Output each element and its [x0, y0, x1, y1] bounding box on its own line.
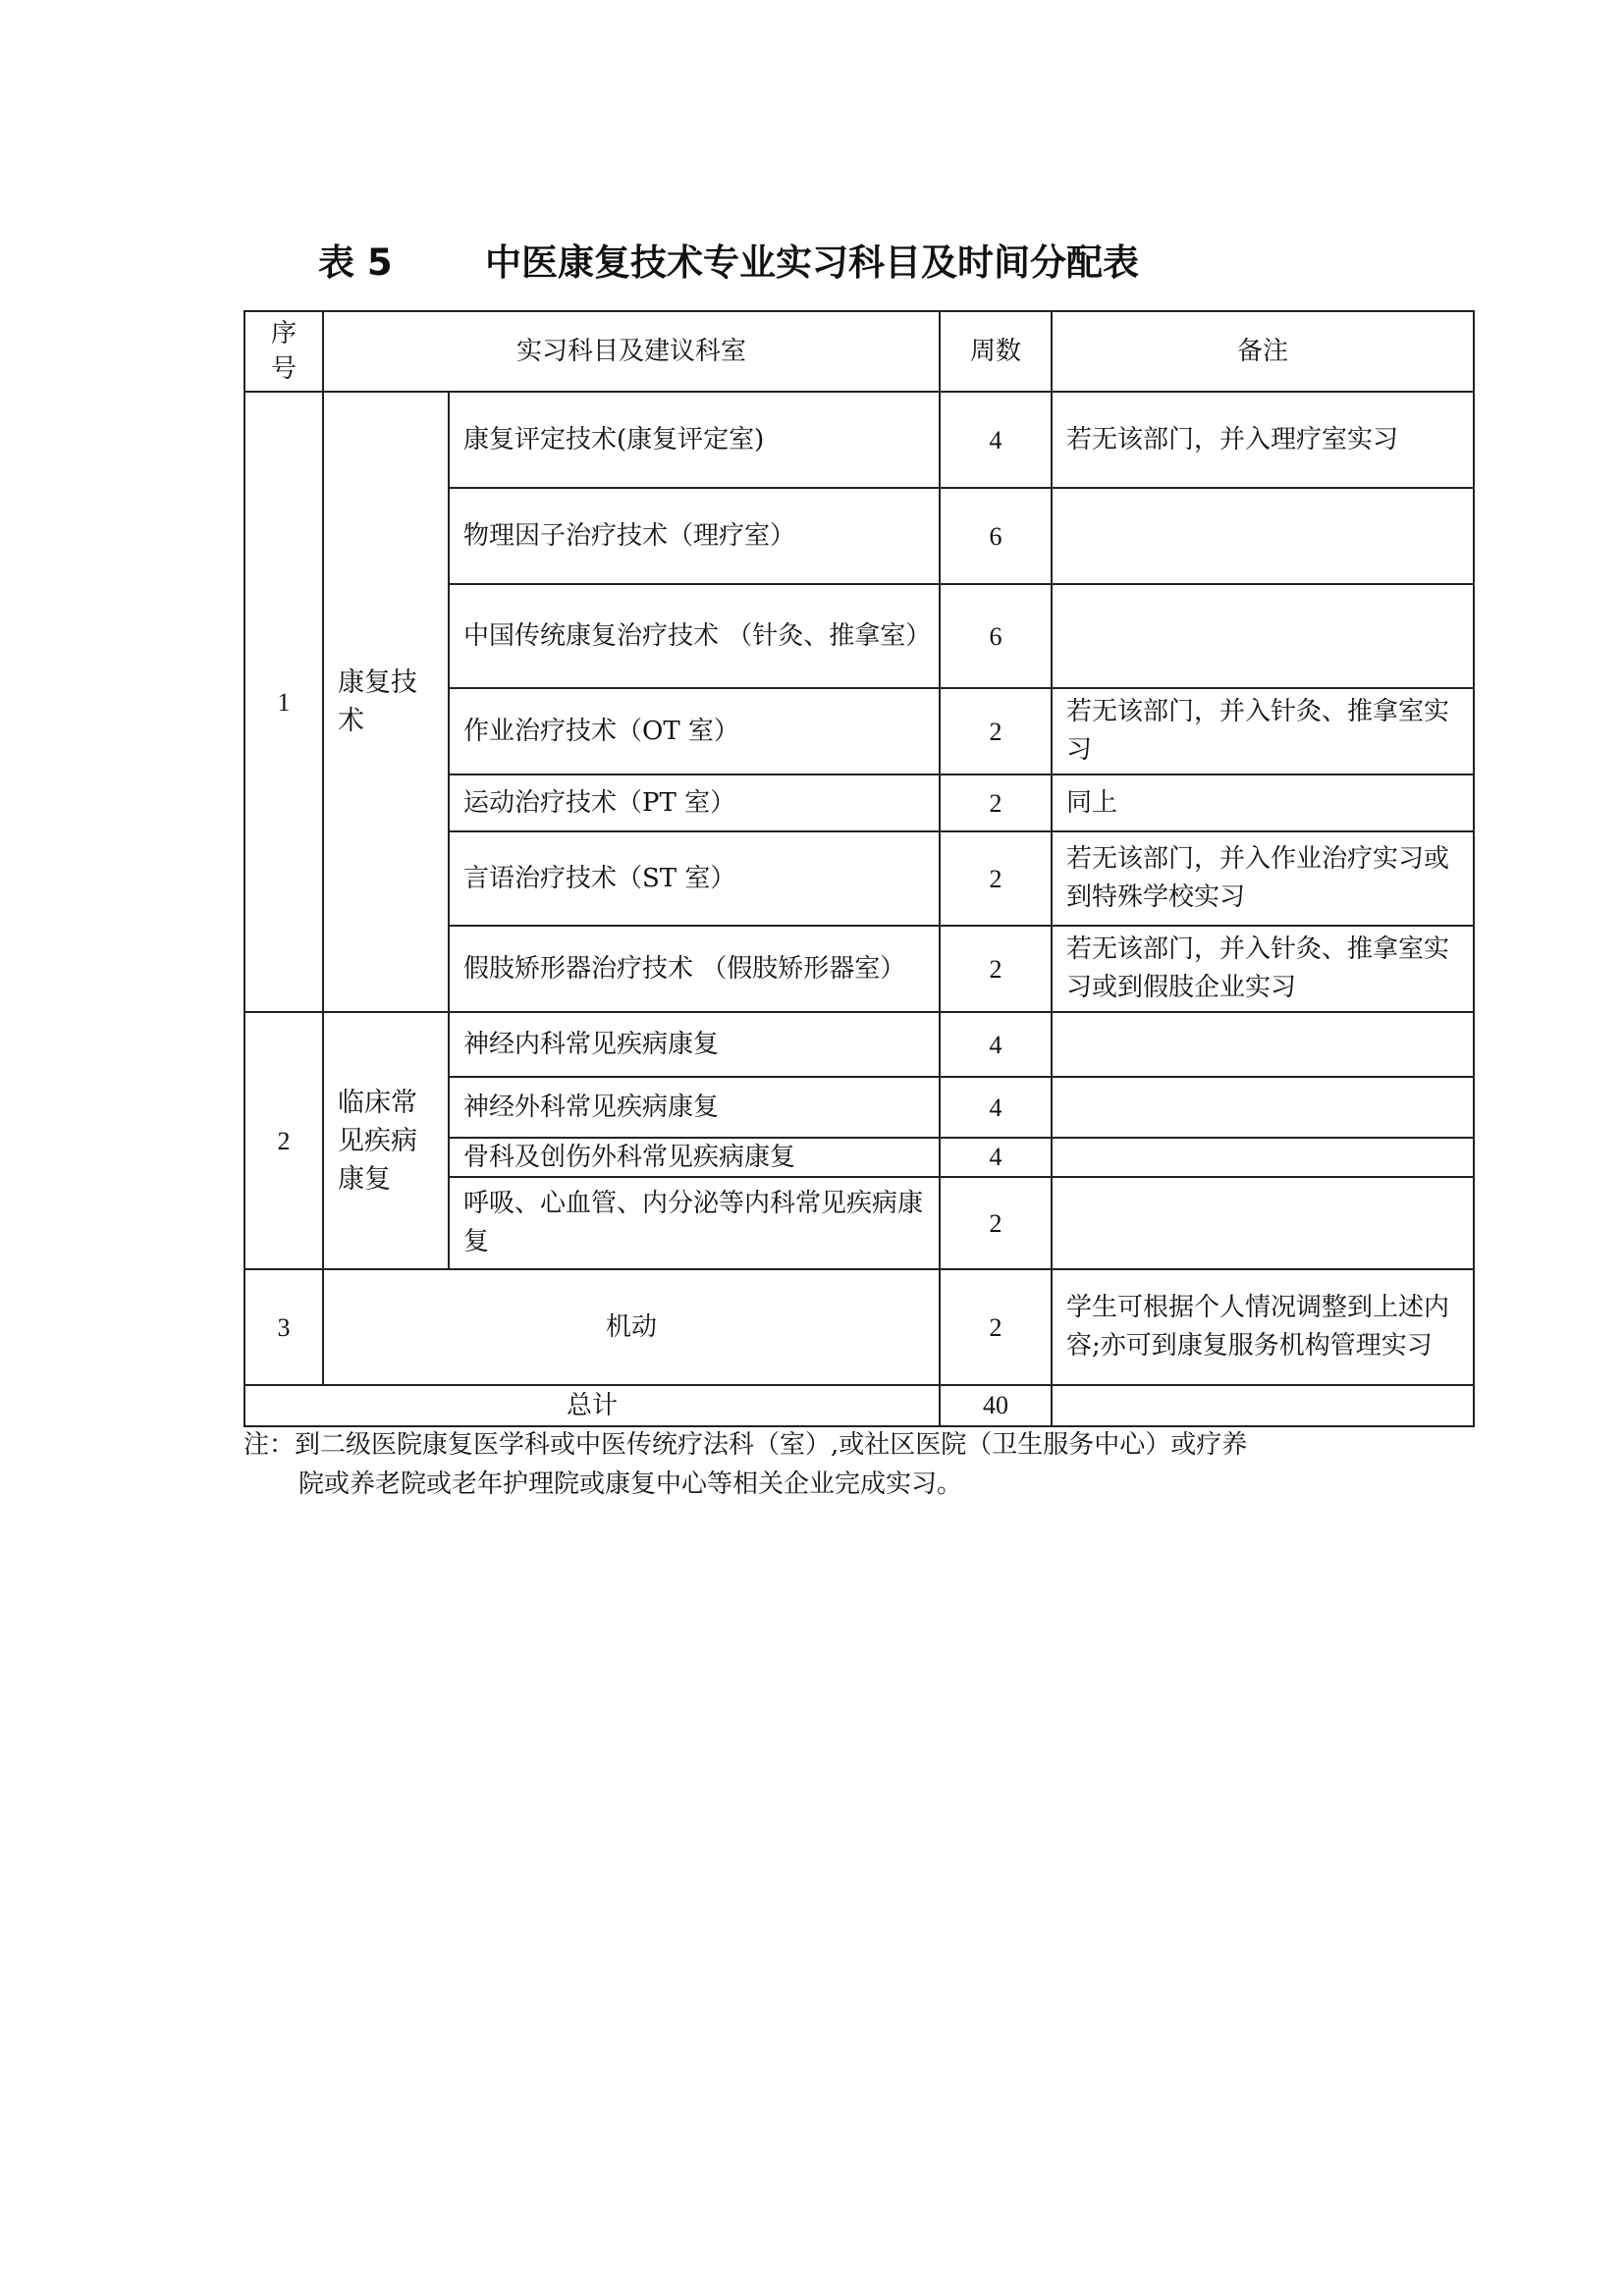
- weeks-cell: 2: [940, 774, 1052, 831]
- remark-cell: [1052, 1138, 1474, 1177]
- remark-cell: [1052, 1077, 1474, 1138]
- weeks-cell: 2: [940, 1177, 1052, 1269]
- remark-cell: 学生可根据个人情况调整到上述内容;亦可到康复服务机构管理实习: [1052, 1269, 1474, 1385]
- remark-cell: 若无该部门，并入作业治疗实习或到特殊学校实习: [1052, 831, 1474, 926]
- subject-cell: 康复评定技术(康复评定室): [449, 392, 940, 488]
- table-row: [244, 392, 1474, 488]
- group-category: 康复技术: [323, 392, 449, 1012]
- table-title: [318, 234, 1139, 293]
- remark-cell: 若无该部门，并入针灸、推拿室实习或到假肢企业实习: [1052, 926, 1474, 1012]
- weeks-cell: 4: [940, 392, 1052, 488]
- total-remark: [1052, 1385, 1474, 1426]
- subject-cell: 假肢矫形器治疗技术 （假肢矫形器室）: [449, 926, 940, 1012]
- footnote: [244, 1425, 1481, 1504]
- total-weeks: 40: [940, 1385, 1052, 1426]
- header-weeks: 周数: [940, 311, 1052, 392]
- weeks-cell: 2: [940, 926, 1052, 1012]
- subject-cell: 神经内科常见疾病康复: [449, 1012, 940, 1077]
- remark-cell: [1052, 488, 1474, 584]
- remark-cell: [1052, 584, 1474, 688]
- subject-cell: 呼吸、心血管、内分泌等内科常见疾病康复: [449, 1177, 940, 1269]
- table-caption: 中医康复技术专业实习科目及时间分配表: [485, 241, 1139, 284]
- weeks-cell: 2: [940, 688, 1052, 774]
- group-seq: 3: [244, 1269, 323, 1385]
- weeks-cell: 4: [940, 1077, 1052, 1138]
- weeks-cell: 4: [940, 1138, 1052, 1177]
- subject-cell: 骨科及创伤外科常见疾病康复: [449, 1138, 940, 1177]
- subject-cell: 运动治疗技术（PT 室）: [449, 774, 940, 831]
- header-seq: 序号: [244, 311, 323, 392]
- remark-cell: [1052, 1177, 1474, 1269]
- header-remark: 备注: [1052, 311, 1474, 392]
- weeks-cell: 4: [940, 1012, 1052, 1077]
- internship-table: [244, 310, 1475, 1427]
- subject-cell: 神经外科常见疾病康复: [449, 1077, 940, 1138]
- subject-cell: 物理因子治疗技术（理疗室）: [449, 488, 940, 584]
- subject-cell: 言语治疗技术（ST 室）: [449, 831, 940, 926]
- table-number: 表 5: [318, 241, 393, 284]
- subject-cell: 作业治疗技术（OT 室）: [449, 688, 940, 774]
- remark-cell: 若无该部门，并入针灸、推拿室实习: [1052, 688, 1474, 774]
- header-subject: 实习科目及建议科室: [323, 311, 940, 392]
- table-row: [244, 1012, 1474, 1077]
- subject-cell: 机动: [323, 1269, 940, 1385]
- footnote-line-1: 注：到二级医院康复医学科或中医传统疗法科（室）,或社区医院（卫生服务中心）或疗养: [244, 1430, 1248, 1460]
- weeks-cell: 6: [940, 584, 1052, 688]
- remark-cell: [1052, 1012, 1474, 1077]
- header-row: [244, 311, 1474, 392]
- table-row: [244, 1269, 1474, 1385]
- footnote-line-2: 院或养老院或老年护理院或康复中心等相关企业完成实习。: [298, 1469, 963, 1499]
- remark-cell: 同上: [1052, 774, 1474, 831]
- total-row: [244, 1385, 1474, 1426]
- weeks-cell: 2: [940, 831, 1052, 926]
- subject-cell: 中国传统康复治疗技术 （针灸、推拿室）: [449, 584, 940, 688]
- weeks-cell: 2: [940, 1269, 1052, 1385]
- group-category: 临床常见疾病康复: [323, 1012, 449, 1269]
- group-seq: 2: [244, 1012, 323, 1269]
- weeks-cell: 6: [940, 488, 1052, 584]
- remark-cell: 若无该部门，并入理疗室实习: [1052, 392, 1474, 488]
- total-label: 总计: [244, 1385, 940, 1426]
- group-seq: 1: [244, 392, 323, 1012]
